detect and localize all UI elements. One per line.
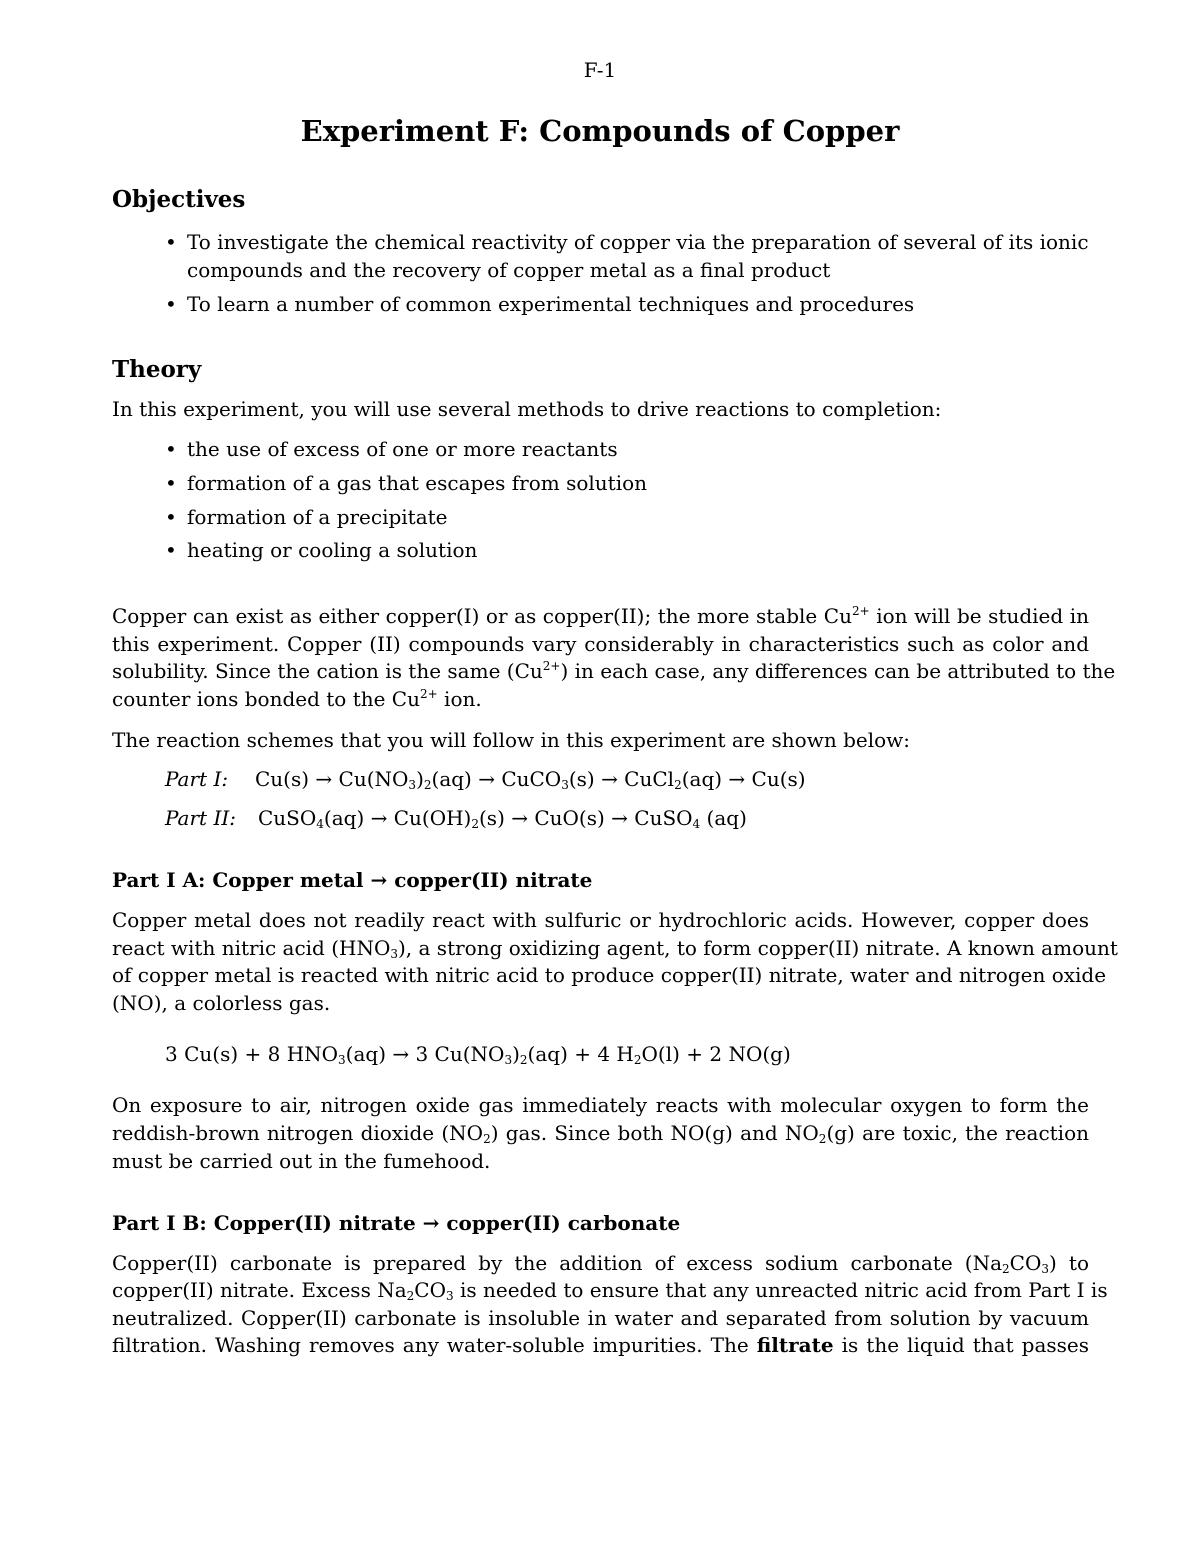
- paragraph-line: neutralized. Copper(II) carbonate is insoluble in water and separated from solution by vacuum: [112, 1306, 1089, 1330]
- bullet-icon: •: [165, 437, 177, 461]
- paragraph-line: Copper(II) carbonate is prepared by the addition of excess sodium carbonate $(Na_2CO_3)$ to: [112, 1251, 1089, 1276]
- list-item-text: heating or cooling a solution: [187, 538, 478, 562]
- list-item-text: To investigate the chemical reactivity of copper via the preparation of several of its ionic: [187, 230, 1089, 254]
- paragraph-line: Copper metal does not readily react with sulfuric or hydrochloric acids. However, copper does: [112, 908, 1089, 932]
- bullet-icon: •: [165, 505, 177, 529]
- schemes-intro: The reaction schemes that you will follow in this experiment are shown below:: [112, 728, 910, 752]
- paragraph-line: filtration. Washing removes any water-soluble impurities. The filtrate is the liquid that passes: [112, 1333, 1089, 1357]
- nitric-acid-equation: 3 Cu(s) + 8 $HNO_3(aq) \to 3$ $Cu(NO_3)_2(aq) + 4$ $H_2O(l) + 2$ NO(g): [165, 1042, 791, 1067]
- page-number: F-1: [583, 58, 617, 82]
- paragraph-line: Copper can exist as either copper(I) or as copper(II); the more stable $Cu^{2+}$ ion will be studied in: [112, 604, 1089, 628]
- paragraph-line: copper(II) nitrate. Excess $Na_2CO_3$ is needed to ensure that any unreacted nitric acid from Part I is: [112, 1278, 1108, 1303]
- part-2-scheme: CuSO$_4$(aq) → $Cu(OH)_2(s) \to CuO(s)$ → CuSO$_4$ (aq): [258, 806, 747, 831]
- part-1b-heading: Part I B: Copper(II) nitrate → copper(II) carbonate: [112, 1211, 681, 1235]
- paragraph-line: react with nitric acid $(HNO_3)$, a strong oxidizing agent, to form copper(II) nitrate. A known amount: [112, 936, 1118, 961]
- paragraph-line: reddish-brown nitrogen dioxide $(NO_2)$ gas. Since both NO(g) and $NO_2(g)$ are toxic, the reaction: [112, 1121, 1090, 1146]
- list-item-text: To learn a number of common experimental techniques and procedures: [187, 292, 915, 316]
- part-2-label: Part II:: [165, 806, 236, 830]
- paragraph-line: this experiment. Copper (II) compounds vary considerably in characteristics such as color and: [112, 632, 1089, 656]
- bullet-icon: •: [165, 230, 177, 254]
- part-1-label: Part I:: [165, 767, 229, 791]
- bullet-icon: •: [165, 471, 177, 495]
- part-1-scheme: $Cu(s) \to Cu(NO_3)_2(aq)$ → CuCO$_3$(s) → CuCl$_2$(aq) → Cu(s): [255, 767, 806, 792]
- list-item-text: formation of a gas that escapes from solution: [187, 471, 648, 495]
- list-item-text: formation of a precipitate: [187, 505, 448, 529]
- list-item-text: the use of excess of one or more reactants: [187, 437, 618, 461]
- paragraph-line: (NO), a colorless gas.: [112, 991, 331, 1015]
- paragraph-line: must be carried out in the fumehood.: [112, 1149, 491, 1173]
- paragraph-line: of copper metal is reacted with nitric acid to produce copper(II) nitrate, water and nitrogen oxide: [112, 963, 1107, 987]
- paragraph-line: solubility. Since the cation is the same $(Cu^{2+})$ in each case, any differences can be attributed to the: [112, 659, 1116, 683]
- page-title: Experiment F: Compounds of Copper: [300, 114, 900, 148]
- list-item-text: compounds and the recovery of copper metal as a final product: [187, 258, 831, 282]
- objectives-heading: Objectives: [112, 186, 246, 213]
- paragraph-line: On exposure to air, nitrogen oxide gas immediately reacts with molecular oxygen to form the: [112, 1093, 1089, 1117]
- bullet-icon: •: [165, 538, 177, 562]
- bullet-icon: •: [165, 292, 177, 316]
- theory-heading: Theory: [112, 356, 202, 383]
- part-1a-heading: Part I A: Copper metal → copper(II) nitrate: [112, 868, 593, 892]
- paragraph-line: counter ions bonded to the $Cu^{2+}$ ion.: [112, 687, 482, 711]
- theory-intro: In this experiment, you will use several methods to drive reactions to completion:: [112, 397, 942, 421]
